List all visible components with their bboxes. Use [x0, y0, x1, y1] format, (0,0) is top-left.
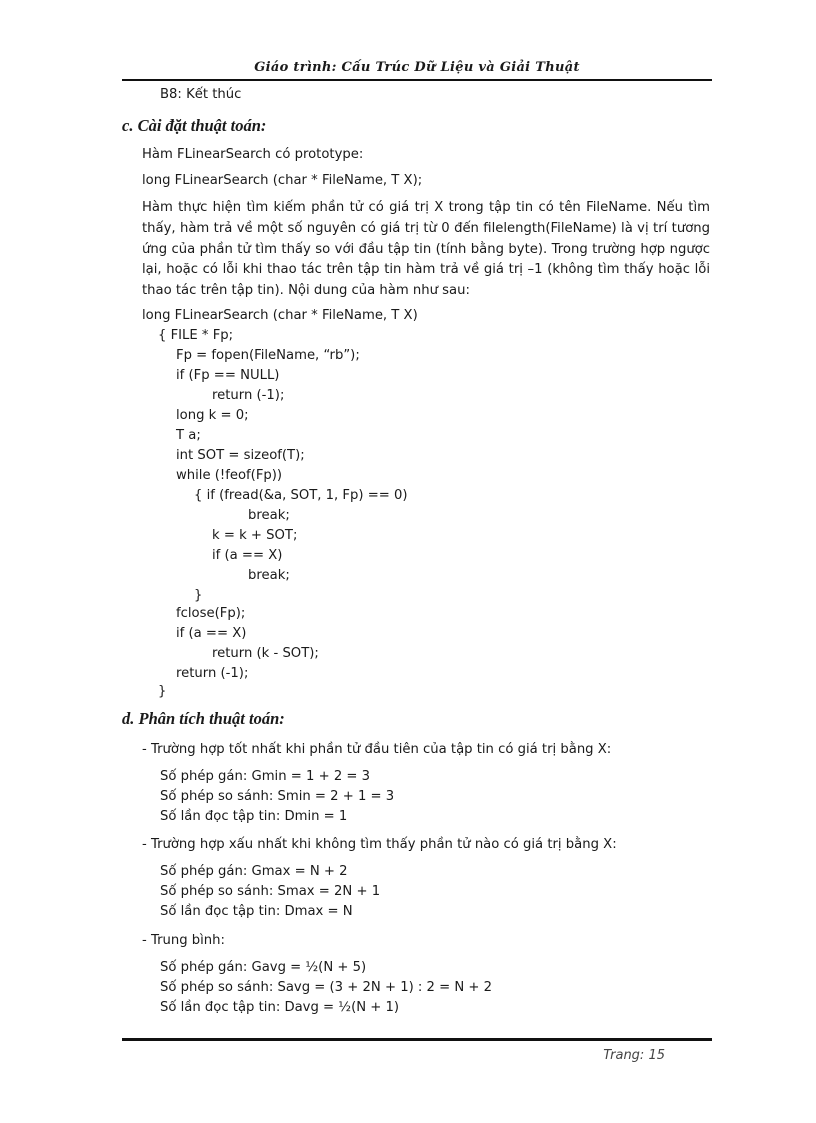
- code-line: return (-1);: [176, 666, 249, 681]
- code-line: long k = 0;: [176, 408, 249, 423]
- average-line: Số phép so sánh: Savg = (3 + 2N + 1) : 2 = N + 2: [160, 980, 493, 995]
- prototype-line: long FLinearSearch (char * FileName, T X);: [142, 173, 423, 188]
- code-line: { if (fread(&a, SOT, 1, Fp) == 0): [194, 488, 408, 503]
- best-case-label: - Trường hợp tốt nhất khi phần tử đầu tiên của tập tin có giá trị bằng X:: [142, 742, 612, 757]
- average-line: Số phép gán: Gavg = ½(N + 5): [160, 960, 367, 975]
- code-line: }: [158, 684, 167, 699]
- section-c-heading: c. Cài đặt thuật toán:: [122, 116, 267, 135]
- code-line: }: [194, 588, 203, 603]
- worst-case-label: - Trường hợp xấu nhất khi không tìm thấy phần tử nào có giá trị bằng X:: [142, 837, 617, 852]
- best-case-line: Số phép gán: Gmin = 1 + 2 = 3: [160, 769, 371, 784]
- average-label: - Trung bình:: [142, 933, 225, 948]
- code-line: long FLinearSearch (char * FileName, T X): [142, 308, 418, 323]
- code-line: { FILE * Fp;: [158, 328, 234, 343]
- worst-case-line: Số phép so sánh: Smax = 2N + 1: [160, 884, 381, 899]
- worst-case-line: Số phép gán: Gmax = N + 2: [160, 864, 348, 879]
- code-line: T a;: [176, 428, 201, 443]
- page-number: Trang: 15: [603, 1048, 665, 1063]
- code-line: Fp = fopen(FileName, “rb”);: [176, 348, 360, 363]
- worst-case-line: Số lần đọc tập tin: Dmax = N: [160, 904, 353, 919]
- code-line: if (a == X): [176, 626, 247, 641]
- step-end: B8: Kết thúc: [160, 87, 242, 102]
- code-line: fclose(Fp);: [176, 606, 246, 621]
- best-case-line: Số phép so sánh: Smin = 2 + 1 = 3: [160, 789, 395, 804]
- footer-rule: [122, 1038, 712, 1041]
- best-case-line: Số lần đọc tập tin: Dmin = 1: [160, 809, 348, 824]
- code-line: return (k - SOT);: [212, 646, 319, 661]
- code-line: k = k + SOT;: [212, 528, 298, 543]
- prototype-intro: Hàm FLinearSearch có prototype:: [142, 147, 364, 162]
- code-line: if (Fp == NULL): [176, 368, 280, 383]
- section-d-heading: d. Phân tích thuật toán:: [122, 709, 285, 728]
- code-line: int SOT = sizeof(T);: [176, 448, 305, 463]
- code-line: return (-1);: [212, 388, 285, 403]
- code-line: break;: [248, 568, 290, 583]
- header-rule: [122, 79, 712, 81]
- code-line: if (a == X): [212, 548, 283, 563]
- function-description: Hàm thực hiện tìm kiếm phần tử có giá trị X trong tập tin có tên FileName. Nếu tìm thấy, hàm trả về một số nguyên có giá trị từ 0 đến filelength(FileName) là vị trí tương ứng của phần tử tìm thấy so với đầu tập tin (tính bằng byte). Trong trường hợp ngược lại, hoặc có lỗi khi thao tác trên tập tin hàm trả về giá trị –1 (không tìm thấy hoặc lỗi thao tác trên tập tin). Nội dung của hàm như sau:: [142, 200, 710, 299]
- code-line: while (!feof(Fp)): [176, 468, 283, 483]
- running-header-title: Giáo trình: Cấu Trúc Dữ Liệu và Giải Thuật: [254, 60, 580, 75]
- code-line: break;: [248, 508, 290, 523]
- average-line: Số lần đọc tập tin: Davg = ½(N + 1): [160, 1000, 400, 1015]
